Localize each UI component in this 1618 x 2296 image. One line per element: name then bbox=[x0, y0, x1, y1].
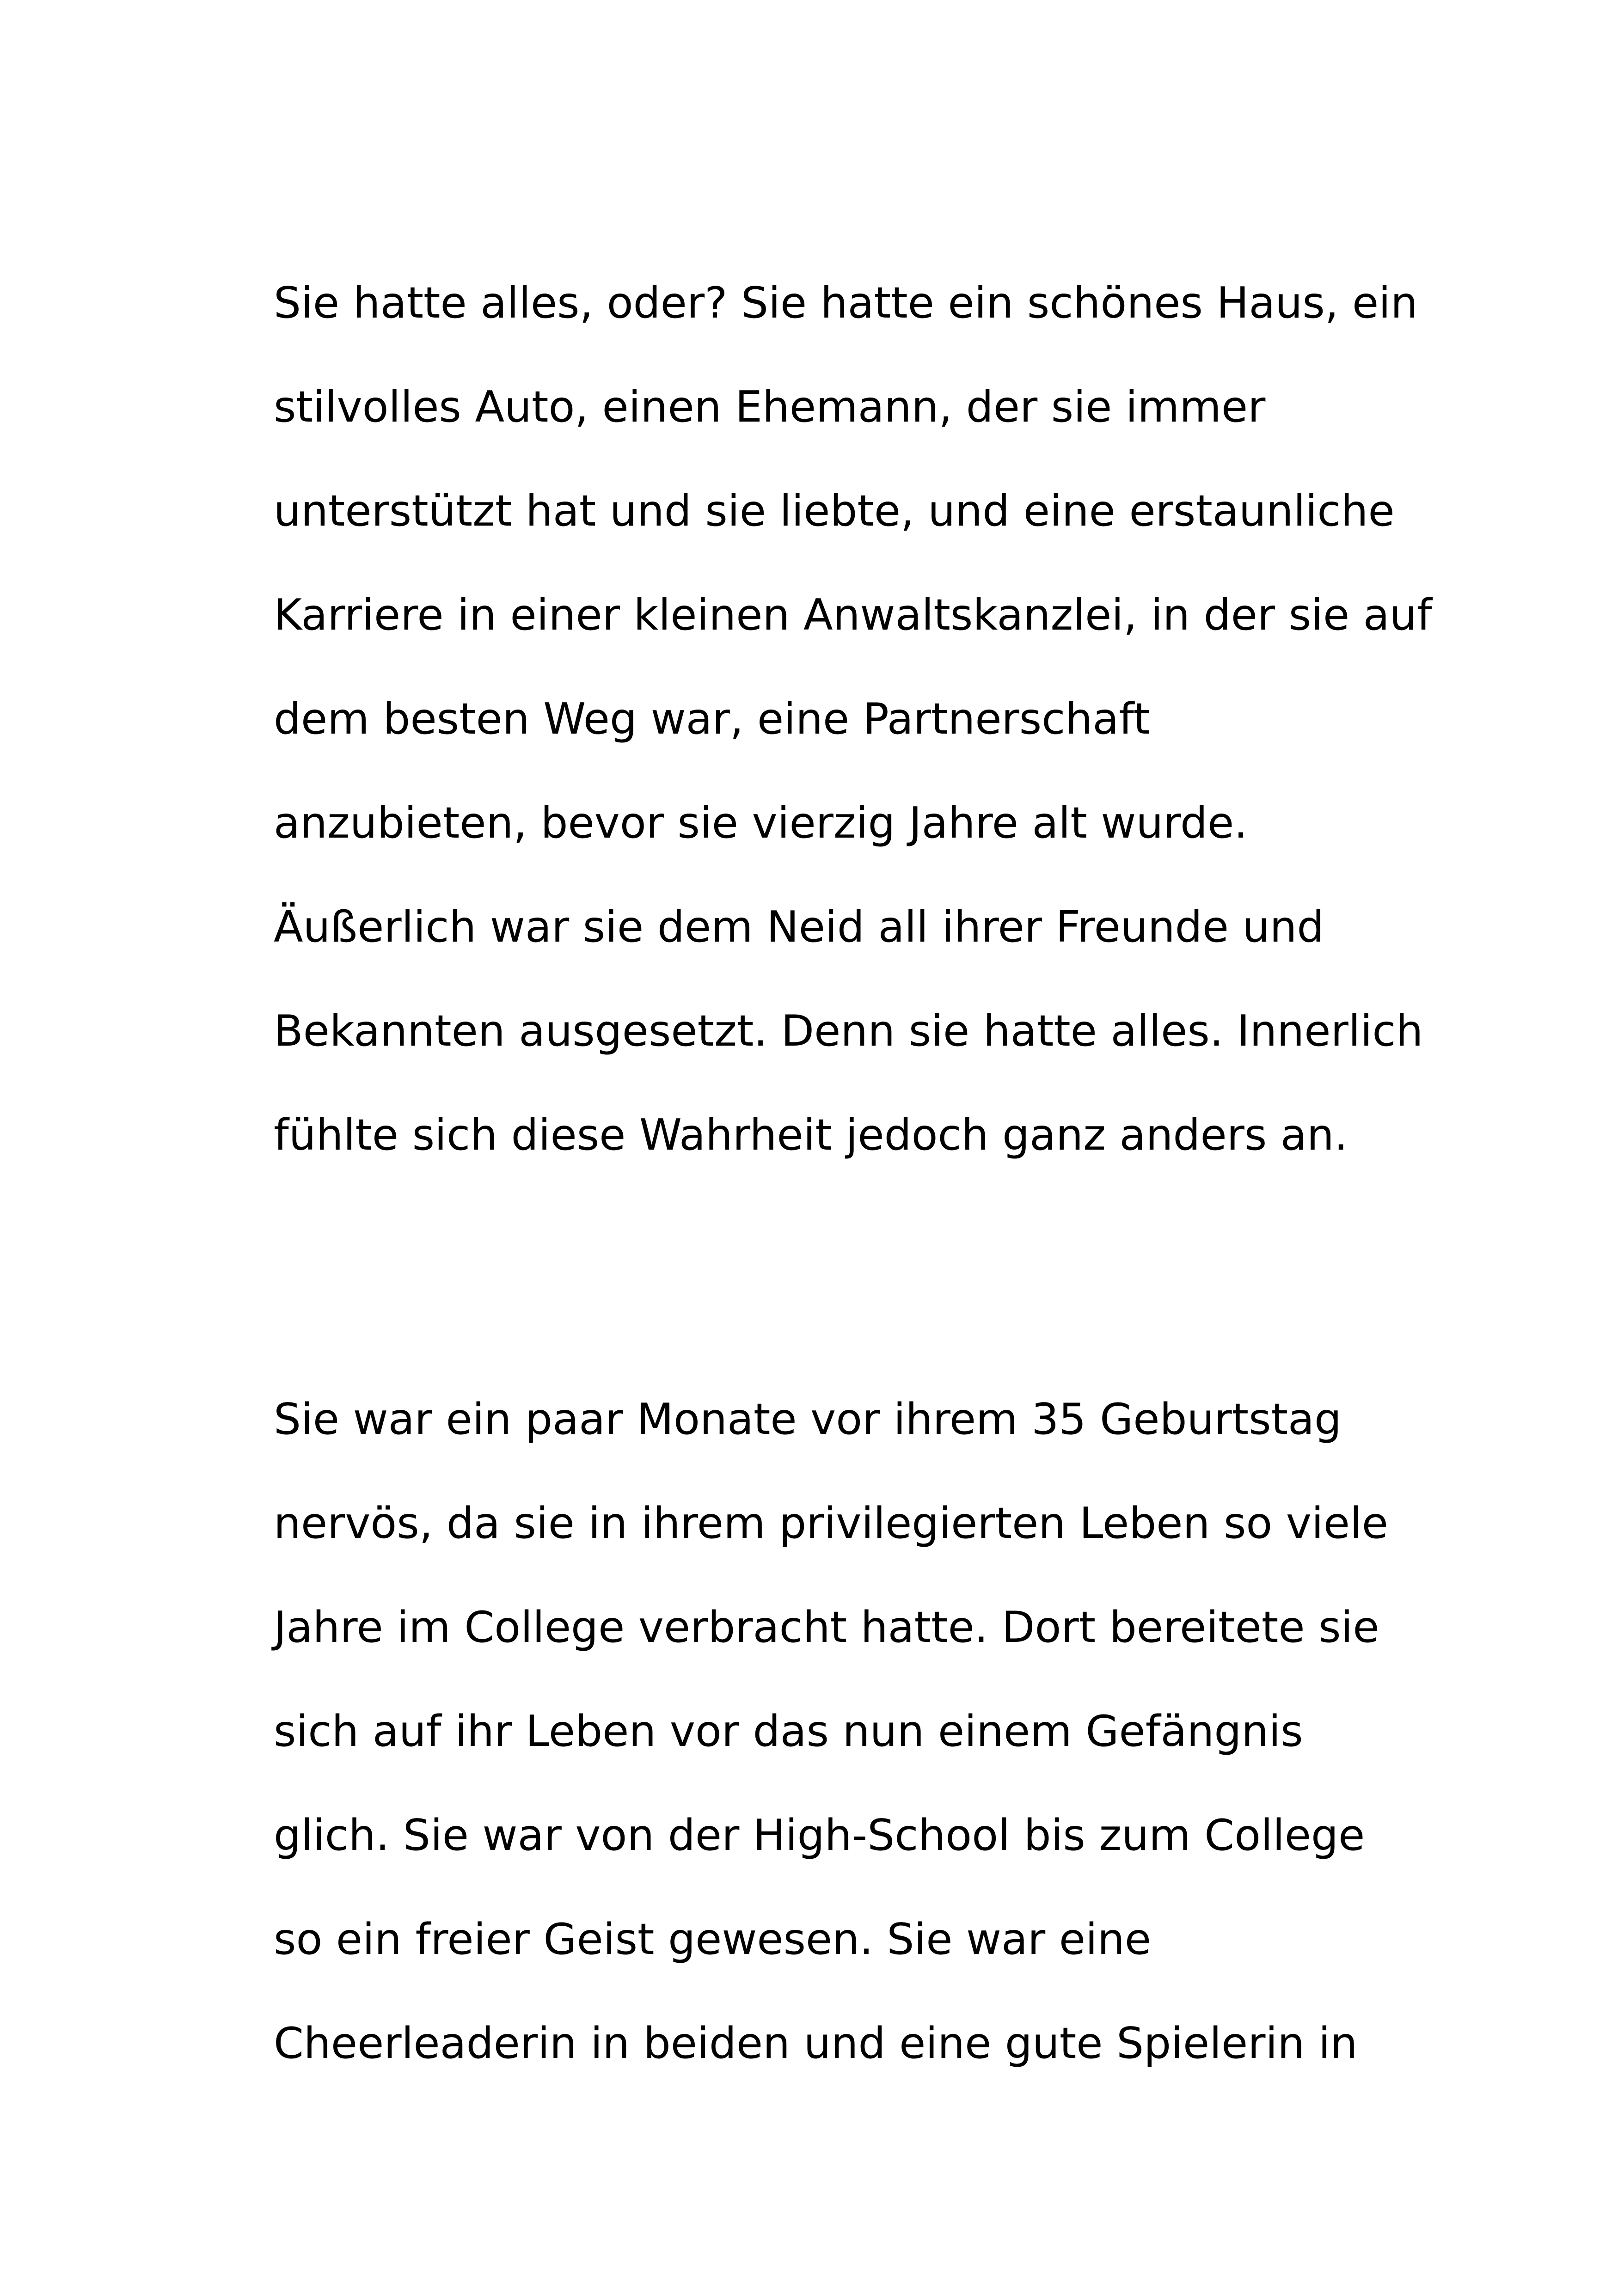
text-line: Äußerlich war sie dem Neid all ihrer Freunde und bbox=[274, 902, 1324, 952]
paragraph-1 bbox=[274, 268, 1432, 1204]
text-line: Sie war ein paar Monate vor ihrem 35 Geburtstag bbox=[274, 1394, 1342, 1444]
text-line: anzubieten, bevor sie vierzig Jahre alt wurde. bbox=[274, 798, 1248, 848]
text-line: so ein freier Geist gewesen. Sie war eine bbox=[274, 1914, 1152, 1964]
text-line: unterstützt hat und sie liebte, und eine erstaunliche bbox=[274, 486, 1395, 536]
text-line: Jahre im College verbracht hatte. Dort bereitete sie bbox=[274, 1602, 1379, 1652]
paragraph-2 bbox=[274, 1384, 1406, 2112]
text-line: stilvolles Auto, einen Ehemann, der sie immer bbox=[274, 382, 1266, 432]
text-line: sich auf ihr Leben vor das nun einem Gefängnis bbox=[274, 1706, 1303, 1756]
text-line: dem besten Weg war, eine Partnerschaft bbox=[274, 694, 1150, 744]
text-line: Karriere in einer kleinen Anwaltskanzlei, in der sie auf bbox=[274, 590, 1432, 640]
text-line: Cheerleaderin in beiden und eine gute Spielerin in bbox=[274, 2018, 1358, 2068]
text-line: glich. Sie war von der High-School bis zum College bbox=[274, 1810, 1365, 1860]
text-line: Sie hatte alles, oder? Sie hatte ein schönes Haus, ein bbox=[274, 278, 1418, 328]
text-line: fühlte sich diese Wahrheit jedoch ganz anders an. bbox=[274, 1110, 1348, 1160]
text-line: nervös, da sie in ihrem privilegierten Leben so viele bbox=[274, 1498, 1389, 1548]
text-line: Bekannten ausgesetzt. Denn sie hatte alles. Innerlich bbox=[274, 1006, 1423, 1056]
